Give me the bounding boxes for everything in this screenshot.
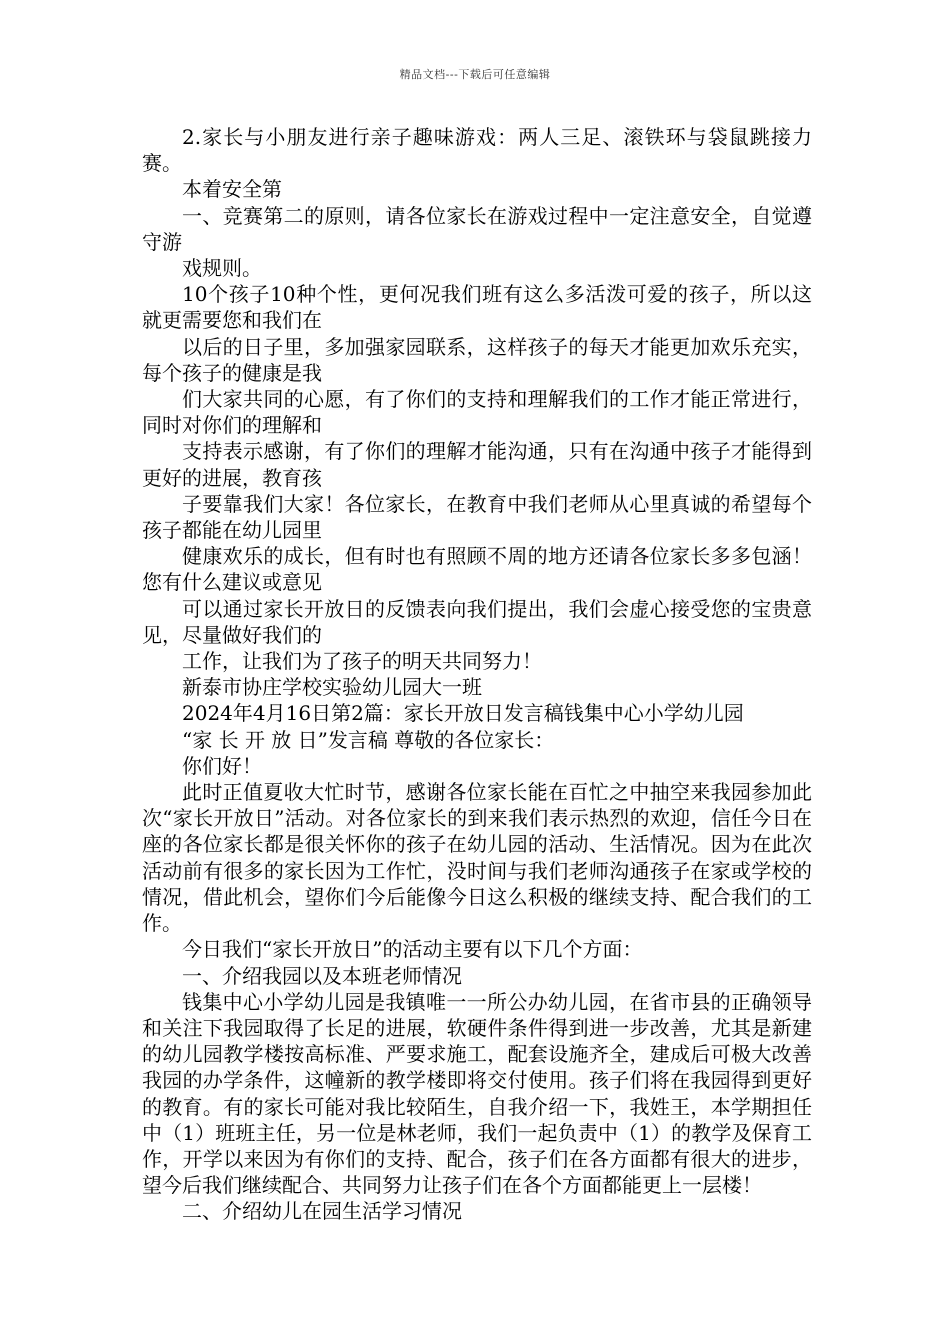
paragraph: 钱集中心小学幼儿园是我镇唯一一所公办幼儿园，在省市县的正确领导和关注下我园取得了长足的进展，软硬件条件得到进一步改善，尤其是新建的幼儿园教学楼按高标准、严要求施工，配套设施齐全，建成后可极大改善我园的办学条件，这幢新的教学楼即将交付使用。孩子们将在我园得到更好的教育。有的家长可能对我比较陌生，自我介绍一下，我姓王，本学期担任中（1）班班主任，另一位是林老师，我们一起负责中（1）的教学及保育工作，开学以来因为有你们的支持、配合，孩子们在各方面都有很大的进步，望今后我们继续配合、共同努力让孩子们在各个方面都能更上一层楼！ bbox=[142, 989, 812, 1198]
paragraph: 今日我们“家长开放日”的活动主要有以下几个方面： bbox=[182, 937, 643, 962]
greeting: 你们好！ bbox=[182, 753, 262, 778]
date-and-section-title: 2024年4月16日第2篇：家长开放日发言稿钱集中心小学幼儿园 bbox=[182, 701, 744, 726]
speech-title: “家 长 开 放 日”发言稿 尊敬的各位家长： bbox=[182, 727, 555, 752]
section-heading: 二、介绍幼儿在园生活学习情况 bbox=[182, 1199, 462, 1224]
paragraph: 一、竞赛第二的原则，请各位家长在游戏过程中一定注意安全，自觉遵守游 bbox=[142, 203, 812, 254]
page-header: 精品文档---下载后可任意编辑 bbox=[399, 68, 551, 81]
paragraph: 以后的日子里，多加强家园联系，这样孩子的每天才能更加欢乐充实，每个孩子的健康是我 bbox=[142, 334, 812, 385]
paragraph: 戏规则。 bbox=[182, 256, 262, 281]
paragraph: 2.家长与小朋友进行亲子趣味游戏：两人三足、滚铁环与袋鼠跳接力赛。 bbox=[142, 125, 812, 176]
signature-line: 新泰市协庄学校实验幼儿园大一班 bbox=[182, 675, 482, 700]
paragraph: 本着安全第 bbox=[182, 177, 282, 202]
paragraph: 工作，让我们为了孩子的明天共同努力！ bbox=[182, 649, 542, 674]
paragraph: 此时正值夏收大忙时节，感谢各位家长能在百忙之中抽空来我园参加此次“家长开放日”活动。对各位家长的到来我们表示热烈的欢迎，信任今日在座的各位家长都是很关怀你的孩子在幼儿园的活动、生活情况。因为在此次活动前有很多的家长因为工作忙，没时间与我们老师沟通孩子在家或学校的情况，借此机会，望你们今后能像今日这么积极的继续支持、配合我们的工作。 bbox=[142, 780, 812, 936]
paragraph: 健康欢乐的成长，但有时也有照顾不周的地方还请各位家长多多包涵！您有什么建议或意见 bbox=[142, 544, 812, 595]
paragraph: 可以通过家长开放日的反馈表向我们提出，我们会虚心接受您的宝贵意见，尽量做好我们的 bbox=[142, 596, 812, 647]
paragraph: 们大家共同的心愿，有了你们的支持和理解我们的工作才能正常进行，同时对你们的理解和 bbox=[142, 387, 812, 438]
paragraph: 支持表示感谢，有了你们的理解才能沟通，只有在沟通中孩子才能得到更好的进展，教育孩 bbox=[142, 439, 812, 490]
paragraph: 10个孩子10种个性，更何况我们班有这么多活泼可爱的孩子，所以这就更需要您和我们在 bbox=[142, 282, 812, 333]
document-body bbox=[142, 124, 812, 1225]
section-heading: 一、介绍我园以及本班老师情况 bbox=[182, 963, 462, 988]
paragraph: 子要靠我们大家！各位家长，在教育中我们老师从心里真诚的希望每个孩子都能在幼儿园里 bbox=[142, 491, 812, 543]
